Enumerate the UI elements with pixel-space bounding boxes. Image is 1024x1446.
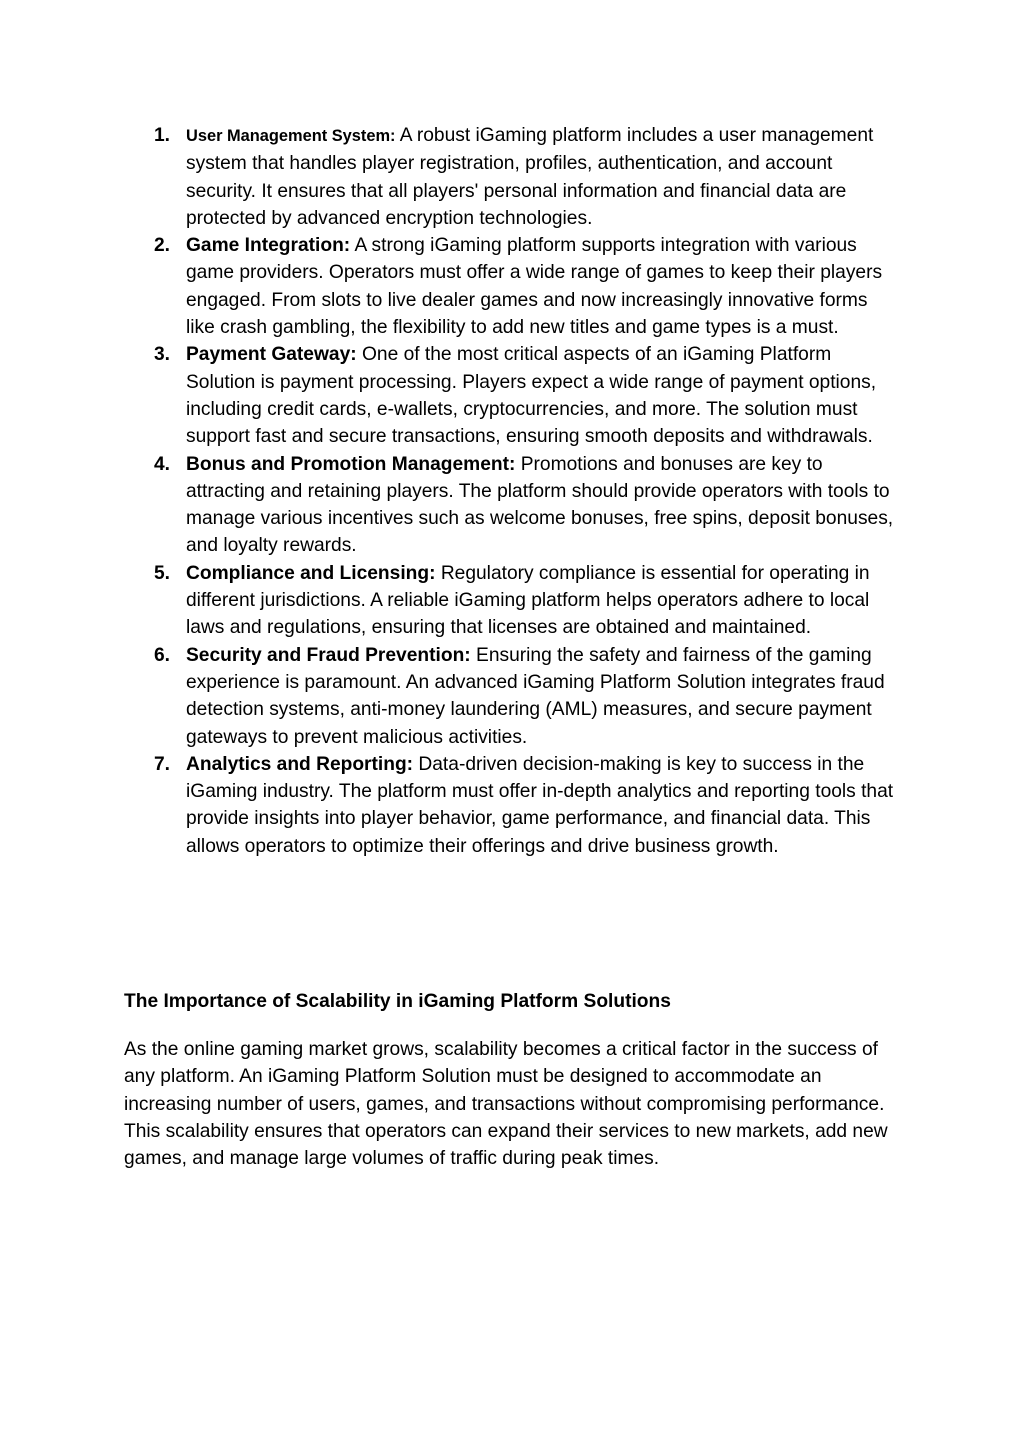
- list-item-number: 1.: [154, 125, 171, 146]
- list-item: [0, 642, 900, 751]
- list-item-text: A strong iGaming platform supports integration with various game providers. Operators must offer a wide range of games to keep their players engaged. From slots to live dealer games and now increasingly innovative forms like crash gambling, the flexibility to add new titles and game types is a must.: [186, 235, 883, 339]
- list-item-term: Compliance and Licensing:: [186, 562, 436, 584]
- list-item-term: Bonus and Promotion Management:: [186, 453, 516, 475]
- list-item-number: 3.: [154, 344, 171, 366]
- list-item-term: Security and Fraud Prevention:: [186, 644, 471, 666]
- list-item: [0, 751, 900, 860]
- list-item: [0, 451, 900, 560]
- section-heading: The Importance of Scalability in iGaming Platform Solutions: [124, 991, 671, 1012]
- list-item-text: A robust iGaming platform includes a user management system that handles player registration, profiles, authentication, and account security. It ensures that all players' personal information and financial data are protected by advanced encryption technologies.: [186, 125, 874, 229]
- list-item-text: One of the most critical aspects of an iGaming Platform Solution is payment processing. Players expect a wide range of payment options, including credit cards, e-wallets, cryptocurrencies, and more. The solution must support fast and secure transactions, ensuring smooth deposits and withdrawals.: [186, 344, 877, 448]
- list-item-number: 6.: [154, 644, 171, 666]
- list-item-text: Ensuring the safety and fairness of the gaming experience is paramount. An advanced iGaming Platform Solution integrates fraud detection systems, anti-money laundering (AML) measures, and secure payment gateways to prevent malicious activities.: [186, 644, 885, 748]
- list-item-term: User Management System:: [186, 127, 396, 145]
- list-item-text: Regulatory compliance is essential for operating in different jurisdictions. A reliable iGaming platform helps operators adhere to local laws and regulations, ensuring that licenses are obtained and maintained.: [186, 562, 870, 639]
- list-item: [0, 341, 900, 450]
- list-item: [0, 122, 900, 232]
- list-item-term: Game Integration:: [186, 235, 351, 257]
- list-item: [0, 232, 900, 341]
- list-item-term: Payment Gateway:: [186, 344, 357, 366]
- list-item-number: 5.: [154, 562, 171, 584]
- list-item-number: 7.: [154, 753, 171, 775]
- feature-list: [0, 122, 1024, 860]
- list-item-number: 4.: [154, 453, 171, 475]
- list-item: [0, 560, 900, 642]
- list-item-term: Analytics and Reporting:: [186, 753, 414, 775]
- list-item-text: Data-driven decision-making is key to success in the iGaming industry. The platform must offer in-depth analytics and reporting tools that provide insights into player behavior, game performance, and financial data. This allows operators to optimize their offerings and drive business growth.: [186, 753, 894, 857]
- list-item-number: 2.: [154, 235, 171, 257]
- section-paragraph: As the online gaming market grows, scalability becomes a critical factor in the success of any platform. An iGaming Platform Solution must be designed to accommodate an increasing number of users, games, and transactions without compromising performance. This scalability ensures that operators can expand their services to new markets, add new games, and manage large volumes of traffic during peak times.: [124, 1039, 888, 1170]
- list-item-text: Promotions and bonuses are key to attracting and retaining players. The platform should provide operators with tools to manage various incentives such as welcome bonuses, free spins, deposit bonuses, and loyalty rewards.: [186, 453, 894, 557]
